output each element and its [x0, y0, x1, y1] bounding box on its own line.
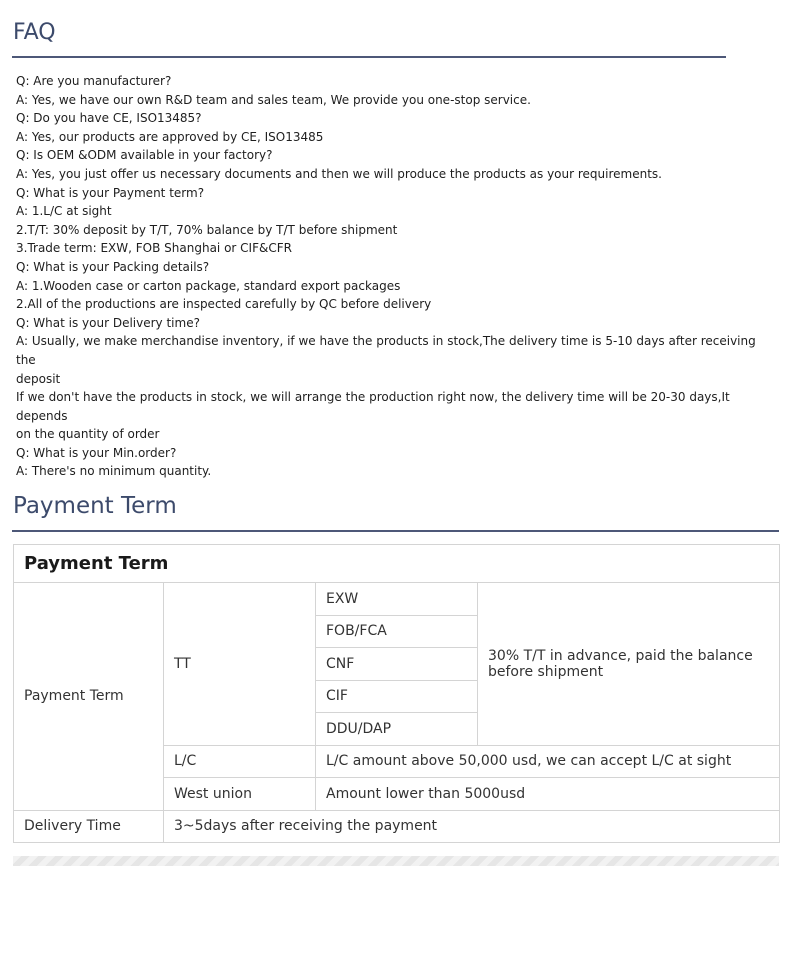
faq-line: If we don't have the products in stock, we will arrange the production right now, the delivery time will be 20-30 days,It [16, 390, 730, 405]
decorative-strip [13, 856, 779, 866]
tt-term-cell: CNF [316, 648, 478, 681]
faq-line: A: There's no minimum quantity. [16, 464, 212, 479]
faq-line: Q: Is OEM &ODM available in your factory? [16, 148, 273, 163]
payment-term-label-cell: Payment Term [14, 583, 164, 811]
faq-line: A: Yes, our products are approved by CE, ISO13485 [16, 129, 324, 144]
payment-term-divider [12, 530, 779, 532]
tt-term-cell: CIF [316, 680, 478, 713]
faq-line: Q: What is your Payment term? [16, 185, 205, 200]
faq-line: Q: Do you have CE, ISO13485? [16, 111, 202, 126]
faq-line: A: 1.Wooden case or carton package, standard export packages [16, 278, 401, 293]
tt-term-cell: DDU/DAP [316, 713, 478, 746]
delivery-time-note-cell: 3~5days after receiving the payment [164, 810, 780, 843]
faq-line: 2.All of the productions are inspected carefully by QC before delivery [16, 297, 432, 312]
tt-term-cell: FOB/FCA [316, 615, 478, 648]
table-row [14, 583, 780, 616]
faq-content [16, 72, 756, 481]
faq-line: A: 1.L/C at sight [16, 204, 112, 219]
west-union-note-cell: Amount lower than 5000usd [316, 778, 780, 811]
table-header: Payment Term [14, 545, 780, 583]
lc-note-cell: L/C amount above 50,000 usd, we can accept L/C at sight [316, 745, 780, 778]
faq-line: 3.Trade term: EXW, FOB Shanghai or CIF&CFR [16, 241, 292, 256]
tt-note-cell: 30% T/T in advance, paid the balance before shipment [478, 583, 780, 746]
delivery-time-label-cell: Delivery Time [14, 810, 164, 843]
faq-line: deposit [16, 371, 61, 386]
faq-line: depends [16, 408, 68, 423]
faq-divider [12, 56, 726, 58]
faq-line: A: Yes, we have our own R&D team and sales team, We provide you one-stop service. [16, 92, 531, 107]
payment-term-table [13, 544, 780, 843]
faq-heading: FAQ [13, 20, 56, 45]
table-row [14, 810, 780, 843]
lc-label-cell: L/C [164, 745, 316, 778]
faq-line: A: Yes, you just offer us necessary documents and then we will produce the products as your requirements. [16, 166, 662, 181]
faq-line: on the quantity of order [16, 427, 160, 442]
west-union-label-cell: West union [164, 778, 316, 811]
tt-term-cell: EXW [316, 583, 478, 616]
tt-label-cell: TT [164, 583, 316, 746]
faq-line: Q: What is your Packing details? [16, 259, 210, 274]
faq-line: the [16, 352, 36, 367]
faq-line: Q: What is your Min.order? [16, 445, 177, 460]
faq-line: 2.T/T: 30% deposit by T/T, 70% balance by T/T before shipment [16, 222, 398, 237]
table-row [14, 545, 780, 583]
faq-line: A: Usually, we make merchandise inventory, if we have the products in stock,The delivery time is 5-10 days after receiving [16, 334, 756, 349]
payment-term-heading: Payment Term [13, 493, 177, 519]
faq-line: Q: Are you manufacturer? [16, 74, 172, 88]
faq-line: Q: What is your Delivery time? [16, 315, 200, 330]
